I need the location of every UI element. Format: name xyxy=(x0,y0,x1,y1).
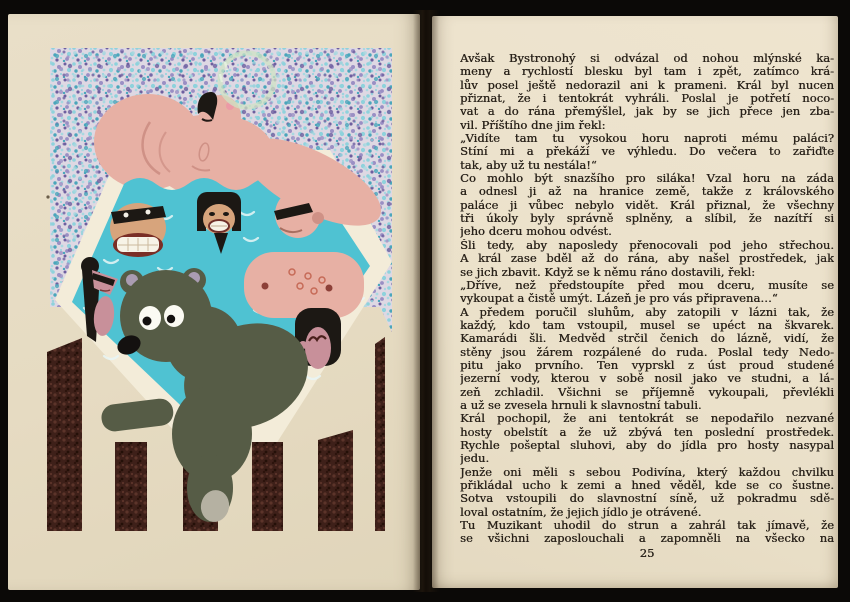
text-line: Stíní mi a překáží ve výhledu. Do večera to zařiďte xyxy=(460,145,834,159)
text-line: se všichni zaposlouchali a zapomněli na všecko na xyxy=(460,532,834,546)
text-line: stěny jsou žárem rozpálené do ruda. Poslal tedy Nedo- xyxy=(460,345,834,359)
text-line: A předem poručil sluhům, aby zatopili v lázni tak, že xyxy=(460,305,834,319)
text-line: Tu Muzikant uhodil do strun a zahrál tak jímavě, že xyxy=(460,519,834,533)
text-line: hosty obelstít a že už zbývá ten poslední prostředek. xyxy=(460,425,834,439)
text-line: pitu jako prvního. Ten vyprskl z úst proud studené xyxy=(460,358,834,372)
text-line: Kamarádi šli. Medvěd strčil čenich do lázně, vidí, že xyxy=(460,332,834,346)
ear xyxy=(312,212,324,224)
text-line: zeň zchladil. Všichni se příjemně vykoupali, převlékli xyxy=(460,385,834,399)
text-line: a už se zvesela hrnuli k slavnostní tabuli. xyxy=(460,398,702,412)
left-page xyxy=(8,14,420,590)
bear-eye xyxy=(164,305,184,327)
text-line: „Vidíte tam tu vysokou horu naproti mému paláci? xyxy=(460,132,834,146)
text-line: Sotva vstoupili do slavnostní síně, už pokradmu sdě- xyxy=(460,492,834,506)
text-line: vil. Příštího dne jim řekl: xyxy=(460,118,606,132)
text-block xyxy=(460,52,834,546)
text-line: Král pochopil, že ani tentokrát se nepodařilo nezvané xyxy=(460,412,834,426)
text-line: Šli tedy, aby naposledy přenocovali pod jeho střechou. xyxy=(460,238,834,252)
page-number: 25 xyxy=(639,545,655,560)
paper-fleck xyxy=(46,195,49,198)
text-line: jeho dceru mohou odvést. xyxy=(460,225,612,239)
right-page xyxy=(432,16,838,588)
text-line: Rychle pošeptal sluhovi, aby do jídla pro hosty nasypal xyxy=(460,438,834,452)
text-line: každý, kdo tam vstoupil, musel se upéct na škvarek. xyxy=(460,318,834,332)
text-line: a odnesl ji až na hranice země, takže z královského xyxy=(460,185,834,199)
text-line: meny a rychlostí blesku byl tam i zpět, zatímco krá- xyxy=(460,65,834,79)
text-line: jedu. xyxy=(460,452,490,466)
text-line: A král zase bděl až do rána, aby našel prostředek, jak xyxy=(460,252,834,266)
grinning-bather xyxy=(110,203,166,257)
text-line: se jich zbavit. Když se k němu ráno dostavili, řekl: xyxy=(460,265,756,279)
text-line: tak, aby už tu nestála!“ xyxy=(460,158,597,172)
bear-arm xyxy=(100,397,175,433)
text-line: „Dříve, než předstoupíte před mou dceru, musíte se xyxy=(460,278,834,292)
text-line: lův posel ještě nedorazil ani k prameni. Král byl nucen xyxy=(460,78,834,92)
text-line: jezerní vody, kterou v sobě nosil jako ve studni, a lá- xyxy=(460,372,834,386)
text-line: Avšak Bystronohý si odvázal od nohou mlýnské ka- xyxy=(460,52,834,65)
text-line: Co mohlo být snazšího pro siláka! Vzal horu na záda xyxy=(460,172,834,186)
text-line: loval ostatním, že jejich jídlo je otrávené. xyxy=(460,505,702,519)
text-line: vat a do rána přemýšlel, jak by se jich přece jen zba- xyxy=(460,105,834,119)
text-line: tři úkoly byly správně splněny, a slíbil, že nazítří si xyxy=(460,212,834,226)
pool-illustration xyxy=(8,14,420,590)
text-line: vykoupat a čistě umýt. Lázeň je pro vás připravena…“ xyxy=(460,292,778,306)
text-line: přikládal ucho k zemi a hned věděl, kde se co šustne. xyxy=(460,479,834,492)
text-line: Jenže oni měli s sebou Podivína, který každou chvilku xyxy=(460,465,834,479)
text-line: přiznat, že i tentokrát vyhráli. Poslal je potřetí noco- xyxy=(460,92,834,106)
text-line: paláce ji vůbec nebylo vidět. Král přiznal, že všechny xyxy=(460,198,834,212)
